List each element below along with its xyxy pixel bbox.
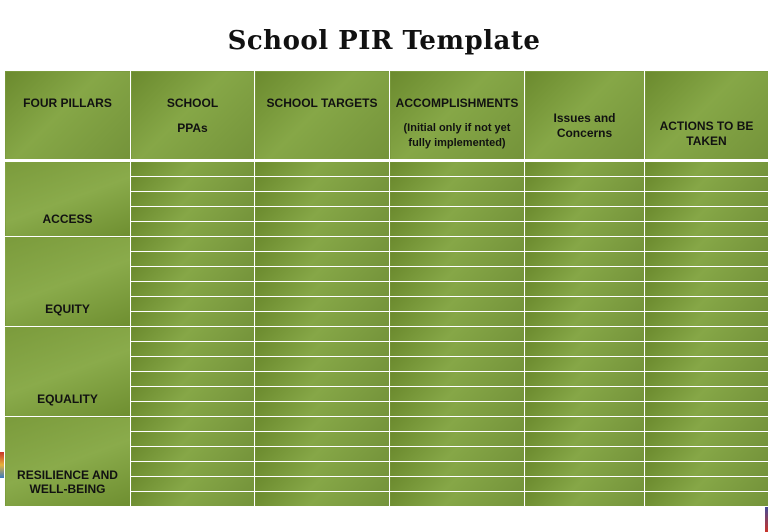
table-cell[interactable] bbox=[645, 252, 768, 267]
table-cell[interactable] bbox=[525, 327, 645, 342]
table-cell[interactable] bbox=[525, 267, 645, 282]
table-cell[interactable] bbox=[525, 177, 645, 192]
table-cell[interactable] bbox=[131, 462, 255, 477]
table-cell[interactable] bbox=[131, 282, 255, 297]
pillar-label-cell: RESILIENCE AND WELL-BEING bbox=[5, 417, 131, 507]
table-cell[interactable] bbox=[255, 447, 390, 462]
table-cell[interactable] bbox=[525, 492, 645, 507]
table-cell[interactable] bbox=[255, 237, 390, 252]
table-cell[interactable] bbox=[131, 161, 255, 177]
table-cell[interactable] bbox=[645, 387, 768, 402]
table-cell[interactable] bbox=[525, 282, 645, 297]
table-cell[interactable] bbox=[131, 357, 255, 372]
table-cell[interactable] bbox=[255, 207, 390, 222]
pillar-label-cell: ACCESS bbox=[5, 161, 131, 237]
table-cell[interactable] bbox=[131, 372, 255, 387]
header-four-pillars-label: FOUR PILLARS bbox=[23, 96, 112, 110]
header-issues-concerns bbox=[525, 71, 645, 161]
table-cell[interactable] bbox=[525, 417, 645, 432]
header-school-ppas-line1: SCHOOL bbox=[166, 96, 219, 110]
table-cell[interactable] bbox=[525, 222, 645, 237]
table-cell[interactable] bbox=[131, 252, 255, 267]
table-row bbox=[5, 417, 768, 432]
table-cell[interactable] bbox=[255, 462, 390, 477]
table-row bbox=[5, 327, 768, 342]
table-cell[interactable] bbox=[390, 477, 525, 492]
table-cell[interactable] bbox=[255, 402, 390, 417]
table-cell[interactable] bbox=[645, 447, 768, 462]
header-actions bbox=[645, 71, 768, 161]
table-cell[interactable] bbox=[525, 357, 645, 372]
pir-table bbox=[4, 70, 768, 507]
table-cell[interactable] bbox=[645, 492, 768, 507]
table-cell[interactable] bbox=[525, 237, 645, 252]
table-cell[interactable] bbox=[390, 387, 525, 402]
table-body bbox=[5, 161, 768, 507]
header-actions-label: ACTIONS TO BE TAKEN bbox=[659, 119, 754, 148]
table-cell[interactable] bbox=[525, 297, 645, 312]
header-row bbox=[5, 71, 768, 161]
header-four-pillars bbox=[5, 71, 131, 161]
table-cell[interactable] bbox=[255, 252, 390, 267]
table-cell[interactable] bbox=[390, 207, 525, 222]
table-cell[interactable] bbox=[255, 327, 390, 342]
table-cell[interactable] bbox=[645, 267, 768, 282]
table-cell[interactable] bbox=[131, 342, 255, 357]
table-cell[interactable] bbox=[525, 372, 645, 387]
table-cell[interactable] bbox=[131, 492, 255, 507]
table-cell[interactable] bbox=[131, 222, 255, 237]
table-cell[interactable] bbox=[255, 357, 390, 372]
table-cell[interactable] bbox=[390, 432, 525, 447]
table-cell[interactable] bbox=[645, 417, 768, 432]
table-cell[interactable] bbox=[255, 267, 390, 282]
table-cell[interactable] bbox=[645, 402, 768, 417]
table-cell[interactable] bbox=[390, 222, 525, 237]
table-cell[interactable] bbox=[131, 477, 255, 492]
table-cell[interactable] bbox=[645, 477, 768, 492]
table-cell[interactable] bbox=[645, 177, 768, 192]
table-cell[interactable] bbox=[390, 447, 525, 462]
table-cell[interactable] bbox=[255, 222, 390, 237]
table-cell[interactable] bbox=[390, 267, 525, 282]
table-cell[interactable] bbox=[131, 417, 255, 432]
table-cell[interactable] bbox=[525, 207, 645, 222]
table-cell[interactable] bbox=[525, 161, 645, 177]
table-cell[interactable] bbox=[131, 177, 255, 192]
table-cell[interactable] bbox=[390, 357, 525, 372]
table-cell[interactable] bbox=[525, 432, 645, 447]
table-cell[interactable] bbox=[645, 282, 768, 297]
table-cell[interactable] bbox=[390, 327, 525, 342]
table-cell[interactable] bbox=[390, 297, 525, 312]
table-cell[interactable] bbox=[645, 297, 768, 312]
pillar-label-cell: EQUITY bbox=[5, 237, 131, 327]
table-cell[interactable] bbox=[645, 432, 768, 447]
header-accomplishments-note: (Initial only if not yet fully implemented) bbox=[403, 122, 511, 149]
table-cell[interactable] bbox=[390, 342, 525, 357]
table-cell[interactable] bbox=[525, 252, 645, 267]
table-cell[interactable] bbox=[255, 192, 390, 207]
table-cell[interactable] bbox=[525, 402, 645, 417]
table-cell[interactable] bbox=[390, 312, 525, 327]
table-cell[interactable] bbox=[131, 387, 255, 402]
table-cell[interactable] bbox=[131, 432, 255, 447]
table-cell[interactable] bbox=[645, 357, 768, 372]
table-cell[interactable] bbox=[255, 312, 390, 327]
table-cell[interactable] bbox=[525, 312, 645, 327]
header-accomplishments-label: ACCOMPLISHMENTS bbox=[395, 96, 519, 110]
pillar-label-cell: EQUALITY bbox=[5, 327, 131, 417]
header-issues-concerns-label: Issues and Concerns bbox=[553, 111, 616, 140]
table-cell[interactable] bbox=[131, 192, 255, 207]
table-cell[interactable] bbox=[390, 161, 525, 177]
table-cell[interactable] bbox=[645, 161, 768, 177]
table-cell[interactable] bbox=[255, 477, 390, 492]
table-cell[interactable] bbox=[645, 342, 768, 357]
table-cell[interactable] bbox=[390, 282, 525, 297]
table-cell[interactable] bbox=[255, 417, 390, 432]
header-school-ppas-line2: PPAs bbox=[177, 121, 208, 135]
table-cell[interactable] bbox=[131, 312, 255, 327]
table-cell[interactable] bbox=[131, 447, 255, 462]
table-cell[interactable] bbox=[645, 372, 768, 387]
table-cell[interactable] bbox=[525, 447, 645, 462]
table-cell[interactable] bbox=[255, 372, 390, 387]
page-title: School PIR Template bbox=[227, 26, 541, 56]
table-cell[interactable] bbox=[255, 387, 390, 402]
table-cell[interactable] bbox=[390, 192, 525, 207]
table-cell[interactable] bbox=[255, 432, 390, 447]
table-cell[interactable] bbox=[525, 387, 645, 402]
table-cell[interactable] bbox=[645, 222, 768, 237]
table-cell[interactable] bbox=[255, 282, 390, 297]
table-cell[interactable] bbox=[131, 327, 255, 342]
table-cell[interactable] bbox=[255, 297, 390, 312]
header-school-targets bbox=[255, 71, 390, 161]
table-cell[interactable] bbox=[131, 297, 255, 312]
table-cell[interactable] bbox=[390, 237, 525, 252]
table-cell[interactable] bbox=[390, 417, 525, 432]
header-accomplishments bbox=[390, 71, 525, 161]
table-cell[interactable] bbox=[255, 161, 390, 177]
table-cell[interactable] bbox=[645, 207, 768, 222]
table-cell[interactable] bbox=[255, 342, 390, 357]
table-cell[interactable] bbox=[645, 312, 768, 327]
table-cell[interactable] bbox=[131, 207, 255, 222]
table-row bbox=[5, 237, 768, 252]
table-cell[interactable] bbox=[525, 477, 645, 492]
header-school-ppas bbox=[131, 71, 255, 161]
table-cell[interactable] bbox=[255, 492, 390, 507]
table-cell[interactable] bbox=[390, 492, 525, 507]
table-cell[interactable] bbox=[131, 402, 255, 417]
table-cell[interactable] bbox=[390, 462, 525, 477]
pir-table-container bbox=[4, 70, 768, 532]
table-cell[interactable] bbox=[390, 402, 525, 417]
table-cell[interactable] bbox=[525, 192, 645, 207]
table-cell[interactable] bbox=[645, 462, 768, 477]
table-cell[interactable] bbox=[131, 237, 255, 252]
table-cell[interactable] bbox=[390, 177, 525, 192]
table-cell[interactable] bbox=[645, 237, 768, 252]
table-cell[interactable] bbox=[525, 462, 645, 477]
header-school-targets-label: SCHOOL TARGETS bbox=[266, 96, 378, 110]
table-cell[interactable] bbox=[645, 192, 768, 207]
table-cell[interactable] bbox=[390, 252, 525, 267]
table-cell[interactable] bbox=[131, 267, 255, 282]
table-cell[interactable] bbox=[525, 342, 645, 357]
table-cell[interactable] bbox=[255, 177, 390, 192]
table-row bbox=[5, 161, 768, 177]
table-cell[interactable] bbox=[390, 372, 525, 387]
table-cell[interactable] bbox=[645, 327, 768, 342]
